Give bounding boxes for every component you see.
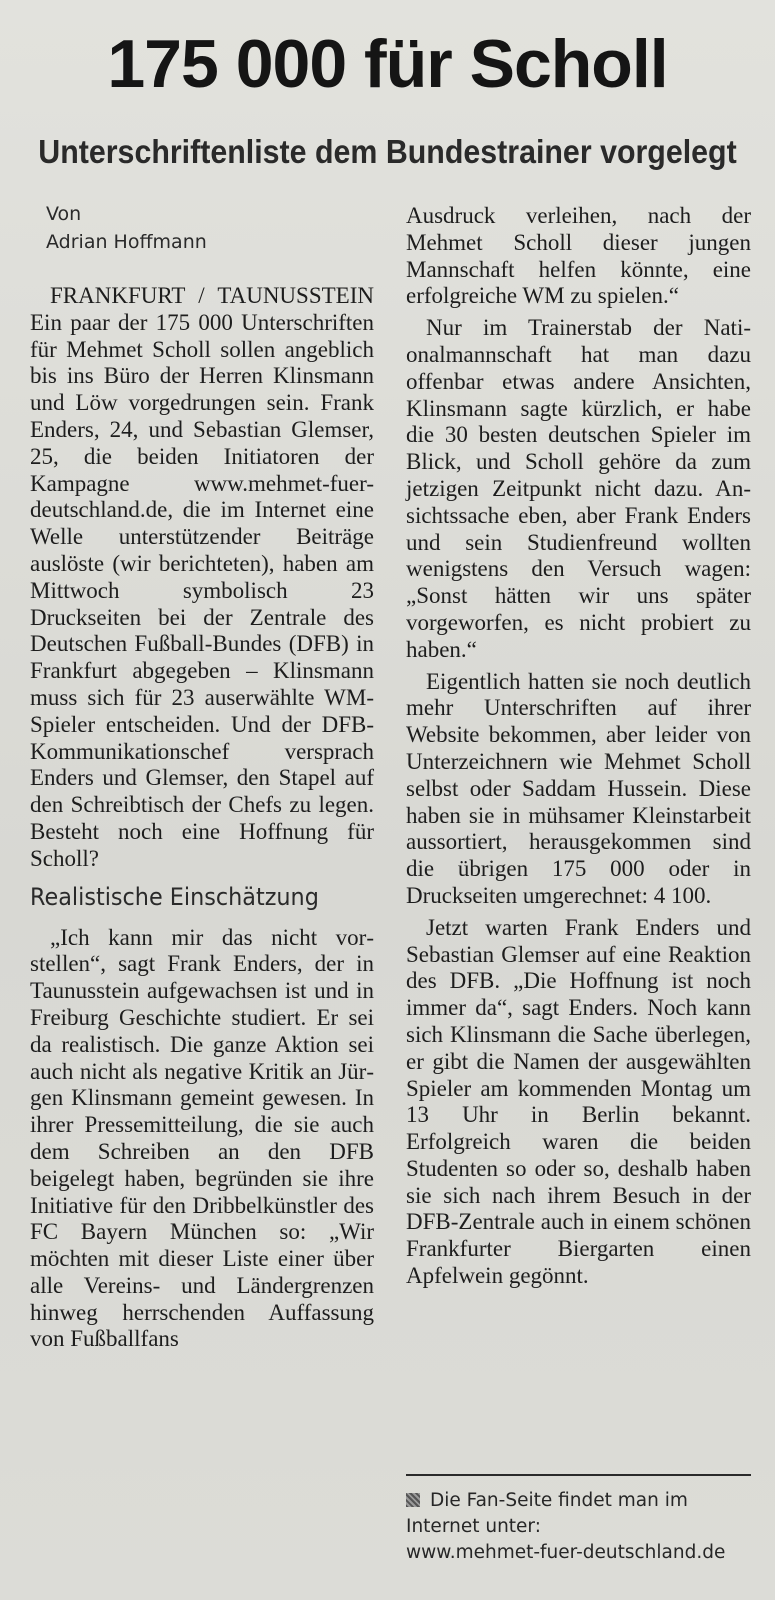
continuation-paragraph: Ausdruck verleihen, nach der Mehmet Scholl dieser jungen Mannschaft helfen könnte, eine erfolgreiche WM zu spielen.“: [406, 203, 751, 309]
fan-site-url: www.mehmet-fuer-deutschland.de: [406, 1542, 726, 1563]
left-column: [30, 283, 374, 1353]
info-divider: [406, 1474, 751, 1476]
paragraph-4: Eigentlich hatten sie noch deutlich mehr Unterschriften auf ihrer Website bekommen, aber leider von Unterzeichnern wie Mehmet Scholl selbst oder Saddam Hussein. Diese haben sie in mühsamer Kleinstarbeit aussortiert, herausgekommen sind die übrigen 175 000 oder in Druckseiten umgerechnet: 4 100.: [406, 668, 751, 908]
paragraph-3: Nur im Trainerstab der Nationalmannschaft hat man dazu offenbar etwas andere Ansichten, Klinsmann sagte kürzlich, er habe die 30 besten deutschen Spieler im Blick, und Scholl gehöre da zum jetzigen Zeitpunkt nicht dazu. Ansichtssache eben, aber Frank Enders und sein Studienfreund wollten wenigstens den Versuch wagen: „Sonst hätten wir uns später vorgeworfen, es nicht probiert zu haben.“: [406, 315, 751, 662]
byline-prefix: Von: [46, 203, 82, 225]
right-column: [406, 203, 751, 1290]
info-text-1: Die Fan-Seite findet man im: [430, 1490, 688, 1511]
paragraph-2: „Ich kann mir das nicht vorstellen“, sagt Frank Enders, der in Taunusstein aufgewachsen ist und in Freiburg Geschichte studiert. Er sei da realistisch. Die ganze Aktion sei auch nicht als negative Kritik an Jürgen Klinsmann gemeint gewesen. In ihrer Pressemitteilung, die sie auch dem Schreiben an den DFB beigelegt haben, begründen sie ihre Initiative für den Dribbelkünstler des FC Bayern München so: „Wir möchten mit dieser Liste einer über alle Vereins- und Ländergrenzen hinweg herrschenden Auffassung von Fußballfans: [30, 924, 374, 1352]
lead-paragraph: FRANKFURT / TAUNUSSTEIN Ein paar der 175 000 Unterschriften für Mehmet Scholl sollen angeblich bis ins Büro der Herren Klinsmann und Löw vorgedrungen sein. Frank Enders, 24, und Sebastian Glemser, 25, die beiden Initiatoren der Kampagne www.mehmet-fuer-deutschland.de, die im Internet eine Welle unterstützender Beiträge auslöste (wir berichteten), haben am Mittwoch symbolisch 23 Druckseiten bei der Zentrale des Deutschen Fußball-Bundes (DFB) in Frankfurt abgegeben – Klinsmann muss sich für 23 auserwählte WM-Spieler entscheiden. Und der DFB-Kommunikationschef versprach Enders und Glemser, den Stapel auf den Schreibtisch der Chefs zu legen. Besteht noch eine Hoffnung für Scholl?: [30, 283, 374, 871]
headline: 175 000 für Scholl: [107, 26, 668, 102]
paragraph-5: Jetzt warten Frank Enders und Sebastian Glemser auf eine Reaktion des DFB. „Die Hoffnung ist noch immer da“, sagt Enders. Noch kann sich Klinsmann die Sache überlegen, er gibt die Namen der ausgewählten Spieler am kommenden Montag um 13 Uhr in Berlin bekannt. Erfolgreich waren die beiden Studenten so oder so, deshalb haben sie sich nach ihrem Besuch in der DFB-Zentrale auch in einem schönen Frankfurter Biergarten einen Apfelwein gegönnt.: [406, 914, 751, 1289]
info-box: [406, 1488, 758, 1566]
info-line-1: [406, 1488, 758, 1514]
author-name: Adrian Hoffmann: [46, 231, 207, 253]
byline: [46, 200, 207, 256]
info-line-2: Internet unter:: [406, 1516, 541, 1537]
square-bullet-icon: [406, 1493, 420, 1507]
subheadline: Unterschriftenliste dem Bundestrainer vorgelegt: [38, 133, 737, 170]
section-heading: Realistische Einschätzung: [30, 882, 319, 911]
